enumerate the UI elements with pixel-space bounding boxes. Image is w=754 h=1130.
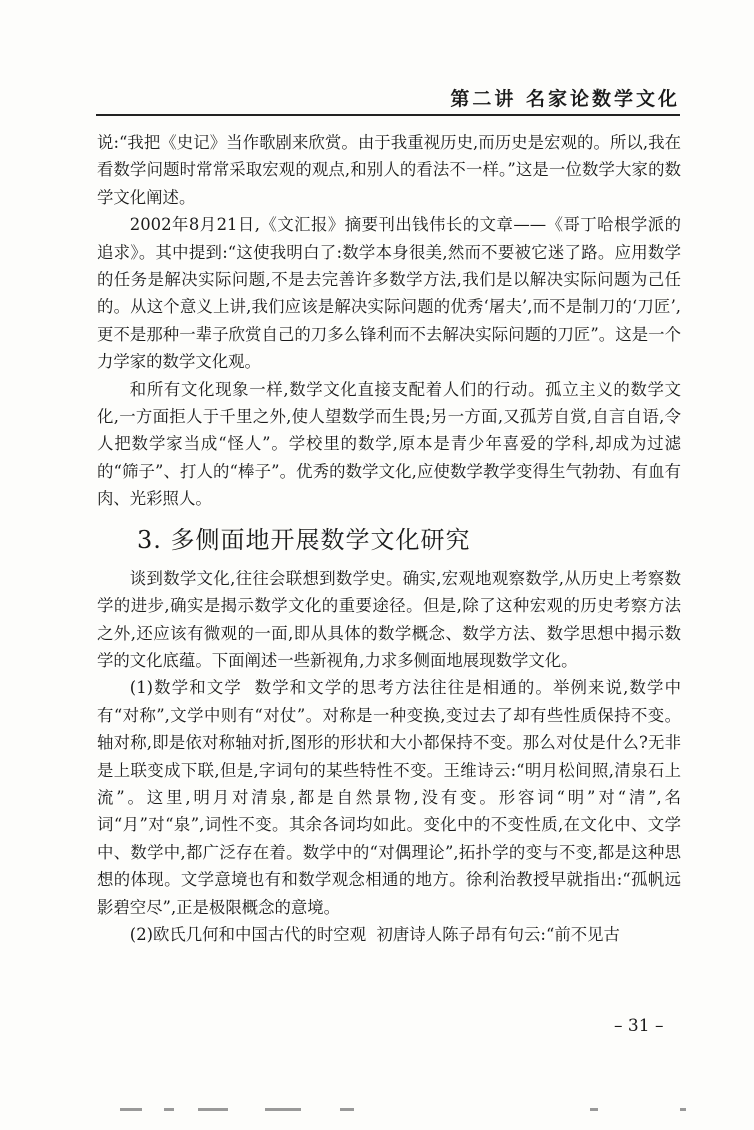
section-paragraph: 谈到数学文化,往往会联想到数学史。确实,宏观地观察数学,从历史上考察数学的进步,确实是揭示数学文化的重要途径。但是,除了这种宏观的历史考察方法之外,还应该有微观的一面,即从具体的数学概念、数学方法、数学思想中揭示数学的文化底蕴。下面阐述一些新视角,力求多侧面地展现数学文化。	[97, 568, 681, 670]
body-paragraph: 说:“我把《史记》当作歌剧来欣赏。由于我重视历史,而历史是宏观的。所以,我在看数学问题时常常采取宏观的观点,和别人的看法不一样。”这是一位数学大家的数学文化阐述。	[97, 133, 681, 207]
chapter-title: 第二讲 名家论数学文化	[450, 88, 680, 110]
section-paragraph: (2)欧氏几何和中国古代的时空观 初唐诗人陈子昂有句云:“前不见古	[129, 924, 620, 944]
section-paragraph: (1)数学和文学 数学和文学的思考方法往往是相通的。举例来说,数学中有“对称”,文学中则有“对仗”。对称是一种变换,变过去了却有些性质保持不变。轴对称,即是依对称轴对折,图形的形状和大小都保持不变。那么对仗是什么?无非是上联变成下联,但是,字词句的某些特性不变。王维诗云:“明月松间照,清泉石上流”。这里,明月对清泉,都是自然景物,没有变。形容词“明”对“清”,名词“月”对“泉”,词性不变。其余各词均如此。变化中的不变性质,在文化中、文学中、数学中,都广泛存在着。数学中的“对偶理论”,拓扑学的变与不变,都是这种思想的体现。文学意境也有和数学观念相通的地方。徐利治教授早就指出:“孤帆远影碧空尽”,正是极限概念的意境。	[97, 678, 681, 917]
running-header	[0, 84, 754, 110]
page-body	[97, 129, 681, 948]
page-number: – 31 –	[614, 1016, 664, 1036]
scan-artifact	[120, 1108, 714, 1114]
header-divider	[96, 114, 680, 116]
body-paragraph: 和所有文化现象一样,数学文化直接支配着人们的行动。孤立主义的数学文化,一方面拒人于千里之外,使人望数学而生畏;另一方面,又孤芳自赏,自言自语,令人把数学家当成“怪人”。学校里的数学,原本是青少年喜爱的学科,却成为过滤的“筛子”、打人的“棒子”。优秀的数学文化,应使数学教学变得生气勃勃、有血有肉、光彩照人。	[97, 379, 681, 509]
section-heading: 3. 多侧面地开展数学文化研究	[137, 525, 471, 554]
body-paragraph: 2002年8月21日,《文汇报》摘要刊出钱伟长的文章——《哥丁哈根学派的追求》。其中提到:“这使我明白了:数学本身很美,然而不要被它迷了路。应用数学的任务是解决实际问题,不是去完善许多数学方法,我们是以解决实际问题为己任的。从这个意义上讲,我们应该是解决实际问题的优秀‘屠夫’,而不是制刀的‘刀匠’,更不是那种一辈子欣赏自己的刀多么锋利而不去解决实际问题的刀匠”。这是一个力学家的数学文化观。	[97, 215, 681, 372]
